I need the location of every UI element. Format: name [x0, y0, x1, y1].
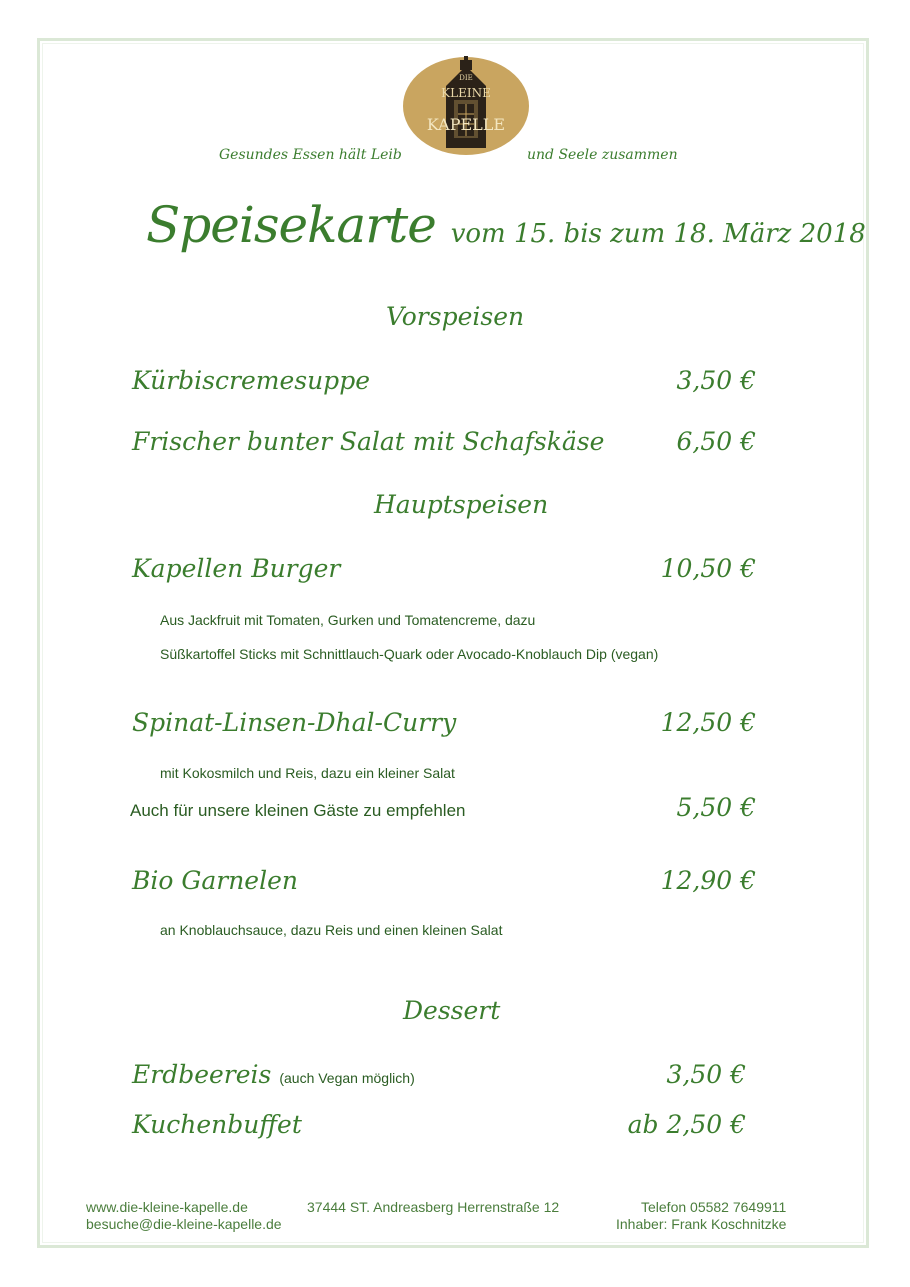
item-price-burger: 10,50 €: [660, 554, 756, 583]
item-price-salat: 6,50 €: [676, 427, 756, 456]
footer-phone: Telefon 05582 7649911: [641, 1199, 787, 1215]
item-price-suppe: 3,50 €: [676, 366, 756, 395]
title-sub: vom 15. bis zum 18. März 2018: [450, 219, 866, 249]
item-name-erdbeereis: [132, 1060, 415, 1089]
section-vorspeisen: Vorspeisen: [386, 302, 525, 331]
footer-email[interactable]: besuche@die-kleine-kapelle.de: [86, 1216, 282, 1232]
item-price-kuchenbuffet: ab 2,50 €: [627, 1110, 746, 1139]
title-main: Speisekarte: [146, 196, 436, 254]
restaurant-logo: [402, 56, 530, 156]
tagline-right: und Seele zusammen: [527, 147, 678, 163]
item-name-kuchenbuffet: Kuchenbuffet: [132, 1110, 302, 1139]
tagline-left: Gesundes Essen hält Leib: [219, 147, 402, 163]
item-name-garnelen: Bio Garnelen: [132, 866, 298, 895]
footer-address: 37444 ST. Andreasberg Herrenstraße 12: [307, 1199, 560, 1215]
page-title: [146, 196, 866, 254]
section-dessert: Dessert: [403, 996, 501, 1025]
erdbeereis-label: Erdbeereis: [132, 1060, 272, 1089]
kids-price: 5,50 €: [676, 793, 756, 822]
footer-website[interactable]: www.die-kleine-kapelle.de: [86, 1199, 248, 1215]
item-desc-burger-2: Süßkartoffel Sticks mit Schnittlauch-Quark oder Avocado-Knoblauch Dip (vegan): [160, 646, 659, 662]
item-name-burger: Kapellen Burger: [132, 554, 341, 583]
erdbeereis-note: (auch Vegan möglich): [279, 1070, 415, 1086]
item-desc-garnelen: an Knoblauchsauce, dazu Reis und einen kleinen Salat: [160, 922, 503, 938]
section-hauptspeisen: Hauptspeisen: [374, 490, 549, 519]
item-name-curry: Spinat-Linsen-Dhal-Curry: [132, 708, 457, 737]
item-desc-curry: mit Kokosmilch und Reis, dazu ein kleiner Salat: [160, 765, 455, 781]
item-price-erdbeereis: 3,50 €: [666, 1060, 746, 1089]
item-name-suppe: Kürbiscremesuppe: [132, 366, 370, 395]
item-desc-burger-1: Aus Jackfruit mit Tomaten, Gurken und Tomatencreme, dazu: [160, 612, 536, 628]
logo-line3: KAPELLE: [426, 115, 506, 134]
item-name-salat: Frischer bunter Salat mit Schafskäse: [132, 427, 605, 456]
item-price-curry: 12,50 €: [660, 708, 756, 737]
kids-recommendation: Auch für unsere kleinen Gäste zu empfehlen: [130, 801, 466, 820]
chapel-icon: [402, 56, 530, 156]
footer-owner: Inhaber: Frank Koschnitzke: [616, 1216, 787, 1232]
item-price-garnelen: 12,90 €: [660, 866, 756, 895]
logo-line1: DIE: [459, 74, 473, 82]
logo-line2: KLEINE: [441, 86, 491, 100]
